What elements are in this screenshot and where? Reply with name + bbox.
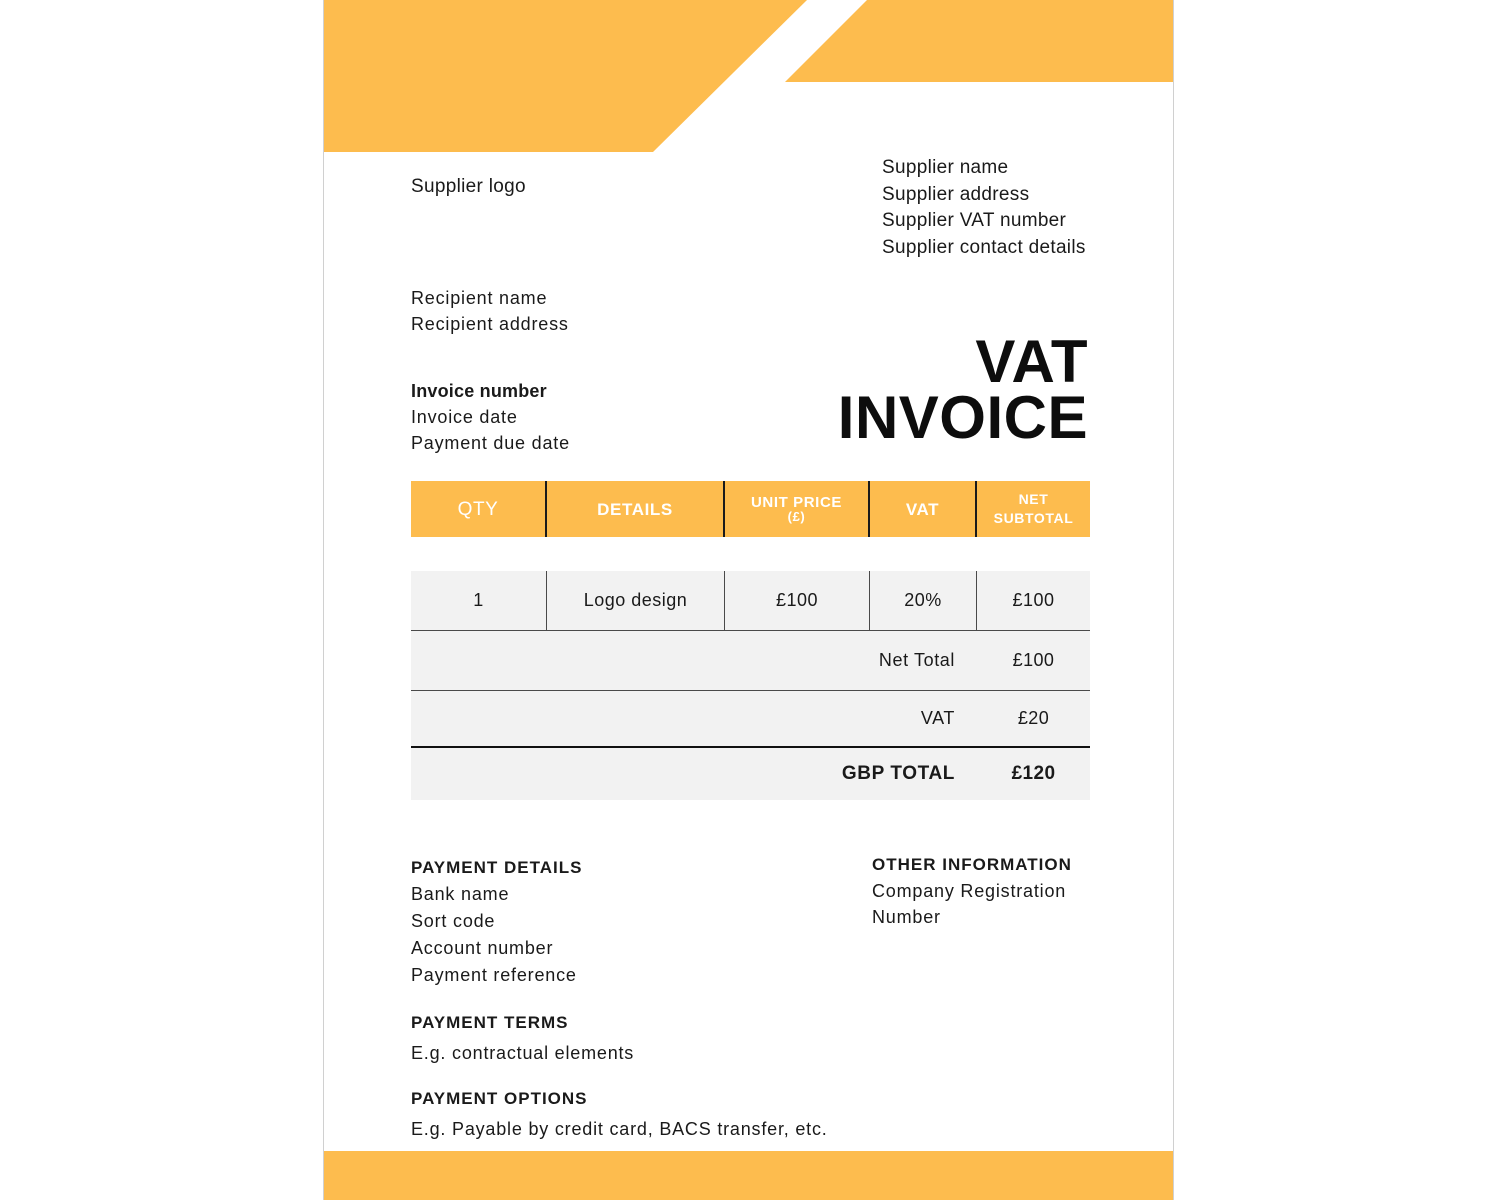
- cell-vat: 20%: [870, 571, 977, 630]
- header-details: DETAILS: [547, 481, 725, 537]
- header-unit-price-currency: (£): [787, 508, 806, 524]
- payment-options-text: E.g. Payable by credit card, BACS transfer, etc.: [411, 1119, 828, 1139]
- title-line-1: VAT: [975, 328, 1088, 395]
- grand-total-label: GBP TOTAL: [841, 763, 955, 784]
- grand-total-value: £120: [1011, 763, 1056, 784]
- other-info-line-2: Number: [872, 907, 941, 927]
- title-line-2: INVOICE: [837, 384, 1088, 451]
- other-info-line-1: Company Registration: [872, 881, 1067, 901]
- cell-unit-price: £100: [725, 571, 870, 630]
- vat-total-value: £20: [1017, 708, 1050, 728]
- payment-details-heading: PAYMENT DETAILS: [411, 858, 583, 877]
- other-info-heading: OTHER INFORMATION: [872, 855, 1072, 874]
- supplier-logo: Supplier logo: [411, 176, 526, 197]
- payment-details: [411, 855, 582, 989]
- recipient-info: [411, 285, 569, 337]
- header-shape-right: [785, 0, 1174, 82]
- net-total-value: £100: [1012, 650, 1055, 670]
- grand-total-row: [411, 748, 1090, 800]
- payment-reference: Payment reference: [411, 965, 577, 985]
- other-information: [872, 852, 1112, 930]
- cell-net-subtotal: £100: [1012, 590, 1055, 610]
- supplier-info: [882, 155, 1086, 261]
- table-row: [411, 571, 1090, 631]
- header-unit-price-label: UNIT PRICE: [750, 493, 842, 511]
- invoice-page: [323, 0, 1174, 1200]
- header-decoration: [324, 0, 1174, 160]
- header-shape-left: [324, 0, 807, 152]
- payment-terms-heading: PAYMENT TERMS: [411, 1013, 569, 1032]
- payment-options-heading: PAYMENT OPTIONS: [411, 1089, 588, 1108]
- vat-total-label: VAT: [920, 708, 955, 728]
- vat-total-row: [411, 691, 1090, 748]
- cell-details: Logo design: [547, 571, 725, 630]
- header-net-subtotal-line2: SUBTOTAL: [993, 510, 1074, 526]
- bank-name: Bank name: [411, 884, 510, 904]
- payment-due-date: Payment due date: [411, 433, 570, 453]
- header-qty: QTY: [411, 481, 547, 537]
- supplier-vat-number: Supplier VAT number: [882, 210, 1067, 231]
- page-title: [837, 328, 1088, 451]
- payment-options: [411, 1086, 828, 1142]
- net-total-row: [411, 631, 1090, 691]
- header-net-subtotal-line1: NET: [1018, 491, 1049, 507]
- invoice-number: Invoice number: [411, 381, 547, 401]
- header-unit-price: [725, 481, 870, 537]
- net-total-label: Net Total: [878, 650, 955, 670]
- supplier-address: Supplier address: [882, 183, 1030, 205]
- invoice-date: Invoice date: [411, 407, 518, 427]
- header-vat: VAT: [870, 481, 977, 537]
- footer-bar: [324, 1151, 1174, 1200]
- supplier-contact: Supplier contact details: [882, 236, 1086, 258]
- payment-terms: [411, 1010, 634, 1066]
- recipient-address: Recipient address: [411, 314, 569, 334]
- table-header: [411, 481, 1090, 537]
- header-net-subtotal: [977, 481, 1090, 537]
- sort-code: Sort code: [411, 911, 496, 931]
- cell-qty: 1: [411, 571, 547, 630]
- supplier-name: Supplier name: [882, 157, 1009, 178]
- recipient-name: Recipient name: [411, 288, 548, 308]
- invoice-meta: [411, 378, 570, 456]
- account-number: Account number: [411, 938, 554, 958]
- payment-terms-text: E.g. contractual elements: [411, 1043, 635, 1063]
